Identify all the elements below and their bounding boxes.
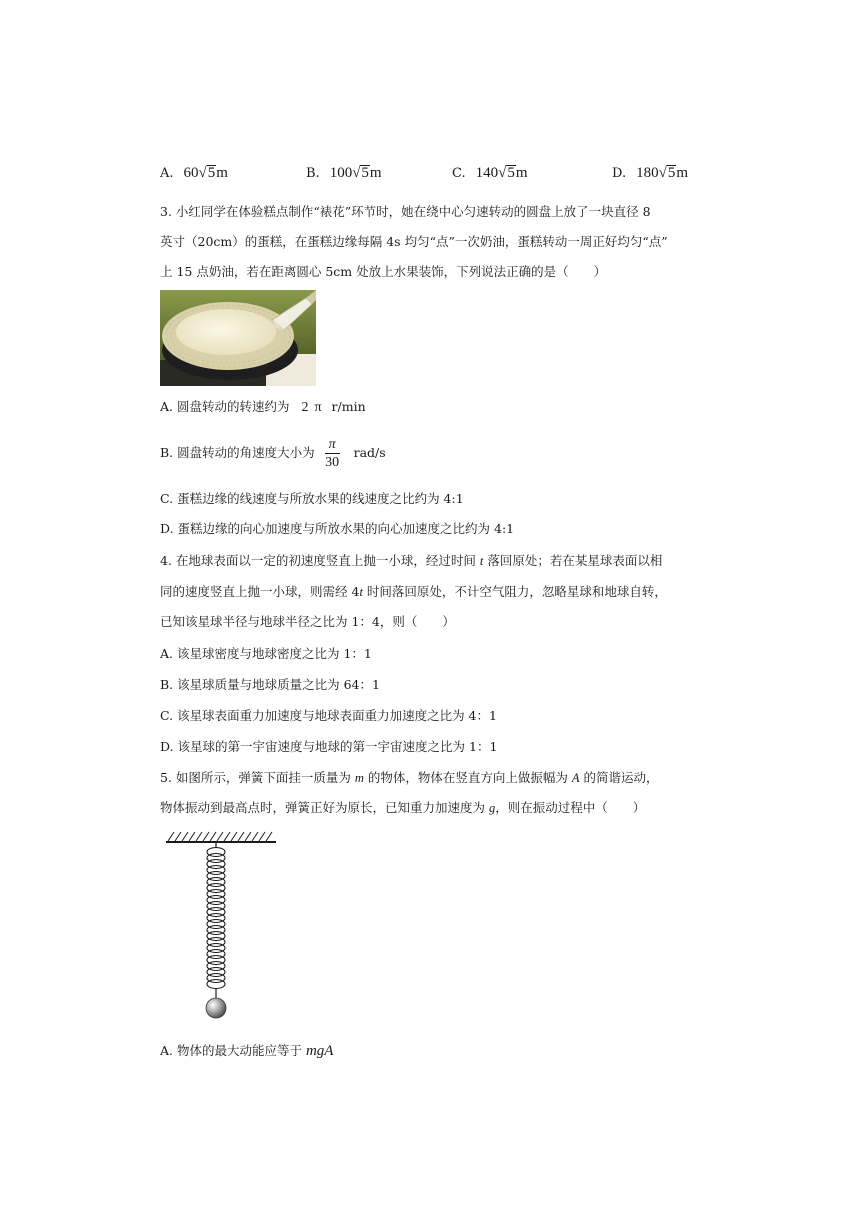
- ceiling-support: [166, 832, 276, 842]
- q5-option-a: A. 物体的最大动能应等于 mgA: [160, 1043, 334, 1059]
- mass-ball: [206, 998, 226, 1018]
- q3-option-d: D. 蛋糕边缘的向心加速度与所放水果的向心加速度之比约为 4:1: [160, 521, 515, 536]
- q3-option-b: B. 圆盘转动的角速度大小为 $\frac{\pi}{30}$ rad/s: [160, 436, 386, 470]
- q2-option-c: C. 140√5m: [452, 165, 528, 181]
- q4-option-b: B. 该星球质量与地球质量之比为 64：1: [160, 677, 380, 692]
- q3-option-a: A. 圆盘转动的转速约为 2 π r/min: [160, 399, 366, 415]
- q5-stem-line-1: 5. 如图所示，弹簧下面挂一质量为 m 的物体，物体在竖直方向上做振幅为 A 的简谐运动，: [160, 770, 659, 785]
- q2-option-d: D. 180√5m: [612, 165, 688, 181]
- q4-stem-line-1: 4. 在地球表面以一定的初速度竖直上抛一小球，经过时间 t 落回原处；若在某星球表面以相: [160, 553, 663, 568]
- cake-figure: [160, 290, 316, 386]
- q4-option-a: A. 该星球密度与地球密度之比为 1：1: [160, 646, 372, 661]
- q2-option-a: A. 60√5m: [160, 165, 228, 181]
- q3-option-c: C. 蛋糕边缘的线速度与所放水果的线速度之比约为 4:1: [160, 491, 464, 506]
- pi-over-30-fraction: $\frac{\pi}{30}$: [325, 436, 340, 470]
- q4-stem-line-3: 已知该星球半径与地球半径之比为 1：4，则（ ）: [160, 614, 455, 629]
- q3-stem-line-2: 英寸（20cm）的蛋糕，在蛋糕边缘每隔 4s 均匀“点”一次奶油，蛋糕转动一周正好均匀“点”: [160, 234, 668, 249]
- q5-stem-line-2: 物体振动到最高点时，弹簧正好为原长，已知重力加速度为 g，则在振动过程中（ ）: [160, 800, 646, 815]
- q4-option-c: C. 该星球表面重力加速度与地球表面重力加速度之比为 4：1: [160, 708, 497, 723]
- spring-coil: [207, 848, 225, 989]
- q2-option-b: B. 100√5m: [306, 165, 382, 181]
- q3-stem-line-1: 3. 小红同学在体验糕点制作“裱花”环节时，她在绕中心匀速转动的圆盘上放了一块直径 8: [160, 204, 651, 219]
- q4-option-d: D. 该星球的第一宇宙速度与地球的第一宇宙速度之比为 1：1: [160, 739, 498, 754]
- q4-stem-line-2: 同的速度竖直上抛一小球，则需经 4t 时间落回原处，不计空气阻力，忽略星球和地球自转，: [160, 584, 667, 599]
- spring-mass-figure: [160, 826, 280, 1026]
- q2-options: [160, 165, 720, 187]
- q3-stem-line-3: 上 15 点奶油，若在距离圆心 5cm 处放上水果装饰，下列说法正确的是（ ）: [160, 264, 607, 279]
